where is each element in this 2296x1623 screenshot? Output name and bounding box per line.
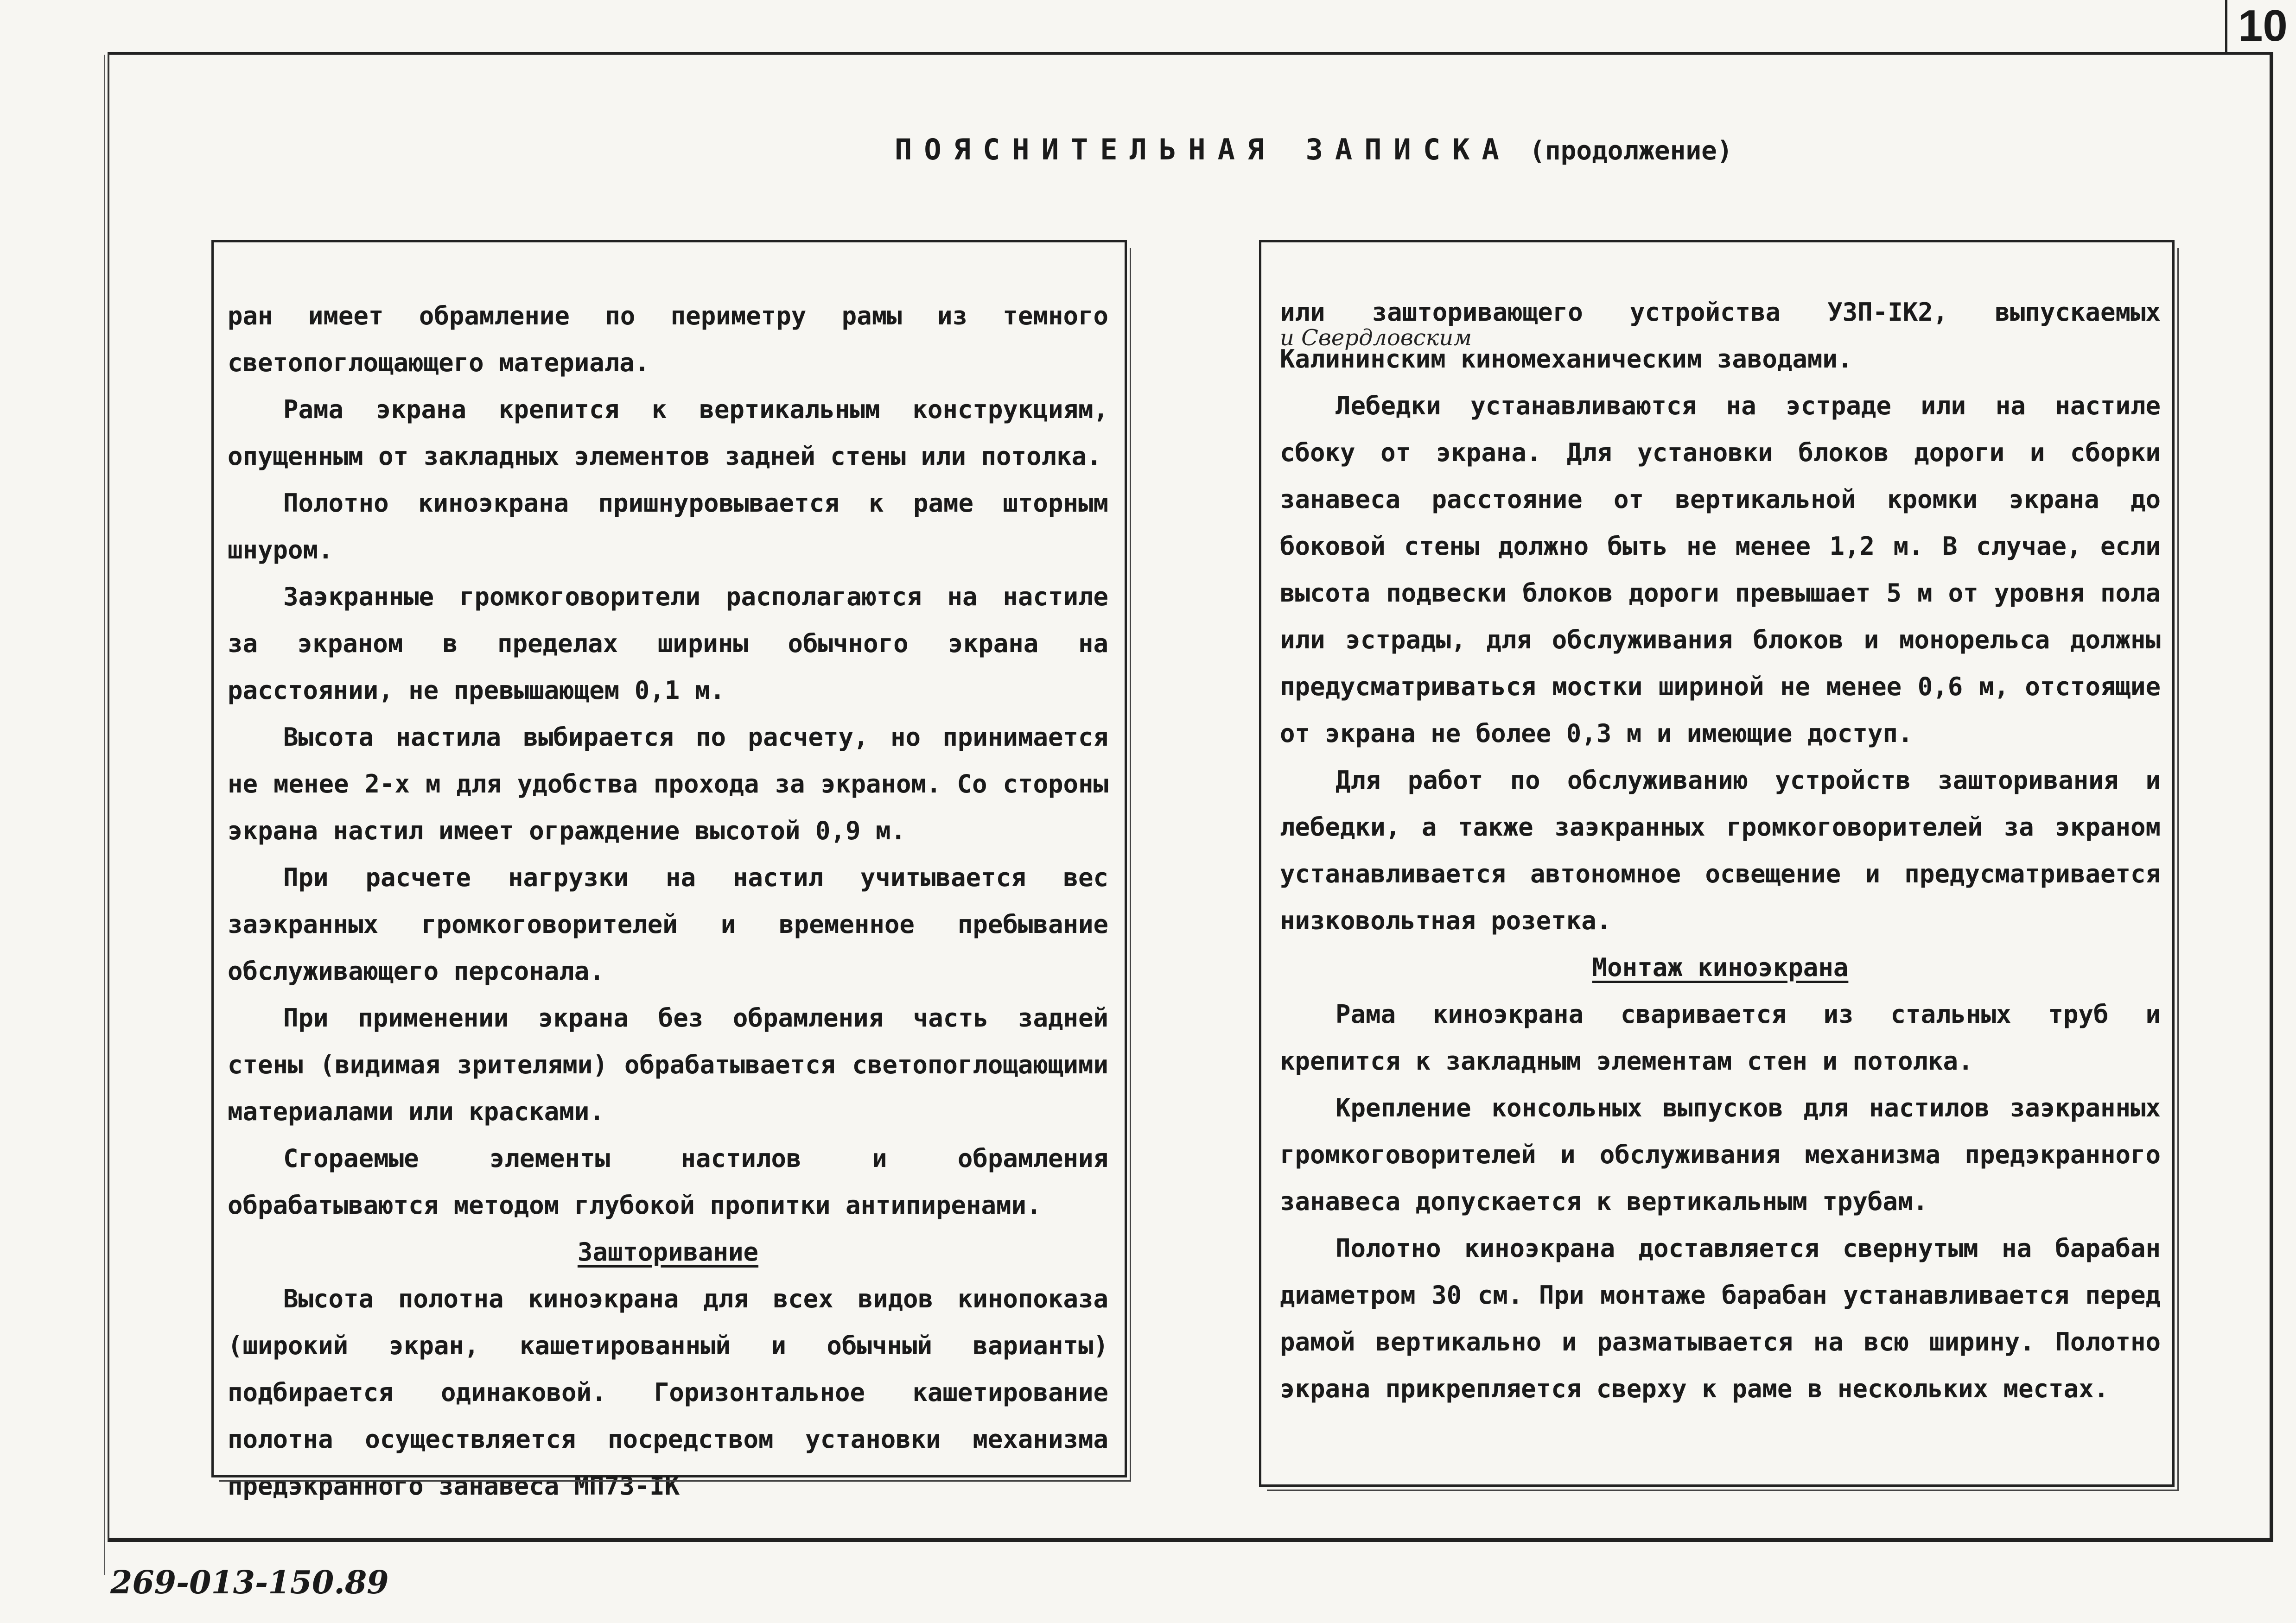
paragraph: Полотно киноэкрана пришнуровывается к раме шторным шнуром.	[228, 488, 1108, 564]
right-column-body	[1280, 289, 2161, 1412]
paragraph: При расчете нагрузки на настил учитывается вес заэкранных громкоговорителей и временное пребывание обслуживающего персонала.	[228, 863, 1108, 986]
paragraph: При применении экрана без обрамления часть задней стены (видимая зрителями) обрабатывается светопоглощающими материалами или красками.	[228, 1003, 1108, 1126]
paragraph: или зашторивающего устройства УЗП-IK2, выпускаемых Калининским киномеханическим заводами.	[1280, 298, 2161, 374]
paragraph: Лебедки устанавливаются на эстраде или на настиле сбоку от экрана. Для установки блоков дороги и сборки занавеса расстояние от вертикальной кромки экрана до боковой стены должно быть не менее 1,2 м. В случае, если высота подвески блоков дороги превышает 5 м от уровня пола или эстрады, для обслуживания блоков и монорельса должны предусматриваться мостки шириной не менее 0,6 м, отстоящие от экрана не более 0,3 м и имеющие доступ.	[1280, 391, 2161, 748]
document-number: 269-013-150.89	[110, 1564, 389, 1601]
paragraph: Заэкранные громкоговорители располагаются на настиле за экраном в пределах ширины обычного экрана на расстоянии, не превышающем 0,1 м.	[228, 582, 1108, 705]
title-continued: (продолжение)	[1529, 136, 1733, 166]
paragraph: Полотно киноэкрана доставляется свернутым на барабан диаметром 30 см. При монтаже барабан устанавливается перед рамой вертикально и разматывается на всю ширину. Полотно экрана прикрепляется сверху к раме в нескольких местах.	[1280, 1234, 2161, 1403]
paragraph: Высота полотна киноэкрана для всех видов кинопоказа (широкий экран, кашетированный и обычный варианты) подбирается одинаковой. Горизонтальное кашетирование полотна осуществляется посредством установки механизма предэкранного занавеса МП73-IK	[228, 1284, 1108, 1501]
left-column-body	[228, 292, 1108, 1509]
paragraph: Рама экрана крепится к вертикальным конструкциям, опущенным от закладных элементов задней стены или потолка.	[228, 395, 1108, 471]
paragraph: ран имеет обрамление по периметру рамы из темного светопоглощающего материала.	[228, 301, 1108, 377]
paragraph: Сгораемые элементы настилов и обрамления обрабатываются методом глубокой пропитки антипиренами.	[228, 1144, 1108, 1220]
section-heading-screen-installation: Монтаж киноэкрана	[1592, 953, 1849, 982]
paragraph: Крепление консольных выпусков для настилов заэкранных громкоговорителей и обслуживания механизма предэкранного занавеса допускается к вертикальным трубам.	[1280, 1093, 2161, 1216]
document-title	[895, 129, 1733, 171]
paragraph: Для работ по обслуживанию устройств зашторивания и лебедки, а также заэкранных громкоговорителей за экраном устанавливается автономное освещение и предусматривается низковольтная розетка.	[1280, 766, 2161, 935]
title-main: ПОЯСНИТЕЛЬНАЯ ЗАПИСКА	[895, 133, 1511, 166]
left-text-column	[211, 240, 1127, 1501]
handwritten-insert: и Свердловским	[1280, 325, 1472, 351]
section-heading-curtaining: Зашторивание	[577, 1237, 759, 1267]
page-number: 10	[2238, 1, 2288, 51]
right-text-column	[1259, 240, 2175, 1487]
paragraph: Рама киноэкрана сваривается из стальных труб и крепится к закладным элементам стен и потолка.	[1280, 1000, 2161, 1076]
paragraph: Высота настила выбирается по расчету, но принимается не менее 2-х м для удобства прохода за экраном. Со стороны экрана настил имеет ограждение высотой 0,9 м.	[228, 723, 1108, 845]
